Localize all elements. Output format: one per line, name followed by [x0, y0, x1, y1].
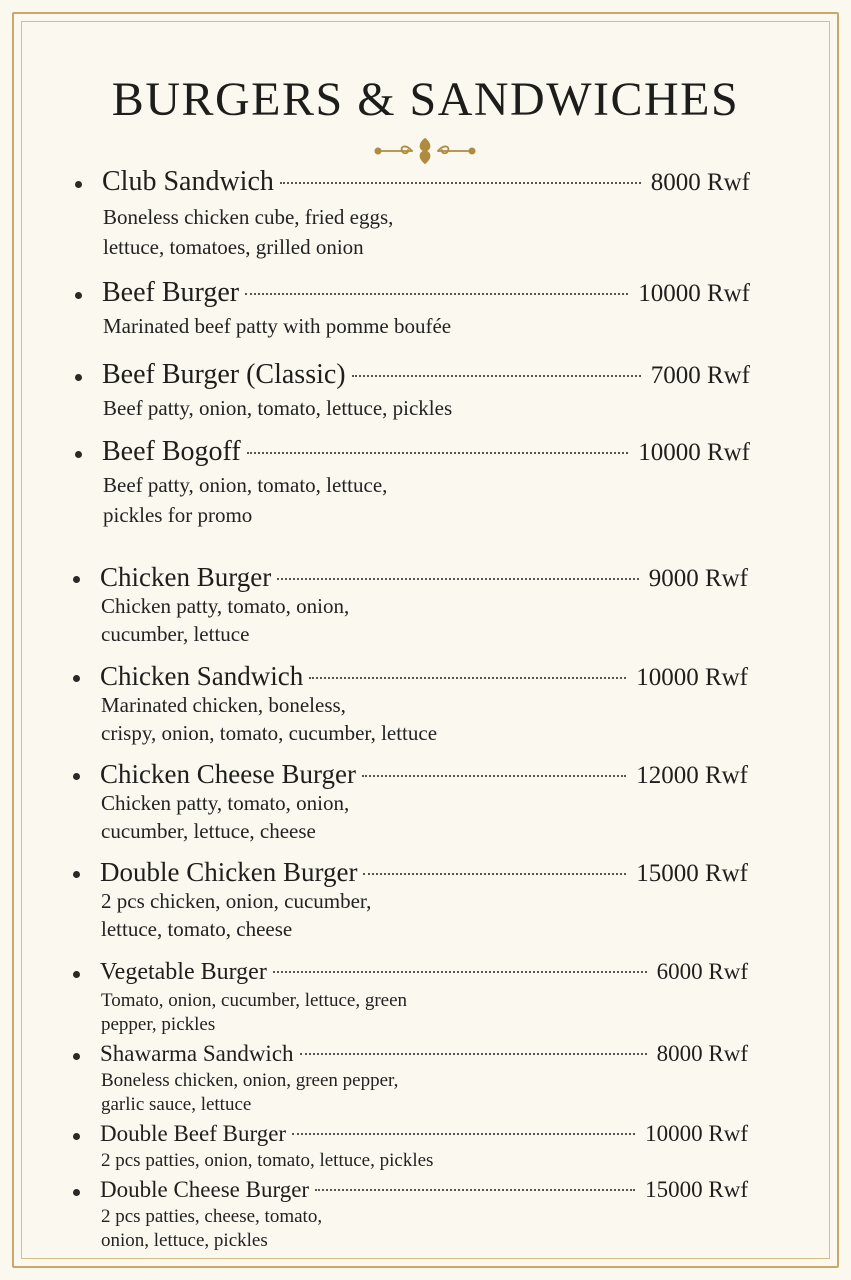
- item-header: [102, 359, 750, 391]
- bullet-dot-icon: [73, 1133, 80, 1140]
- item-header: [100, 759, 748, 790]
- item-header: [100, 562, 748, 593]
- dot-leader: [352, 375, 641, 377]
- item-price: 9000 Rwf: [648, 565, 748, 592]
- item-price: 7000 Rwf: [650, 362, 750, 389]
- menu-title: BURGERS & SANDWICHES: [111, 73, 740, 126]
- item-name: Double Beef Burger: [100, 1121, 287, 1146]
- item-description: Beef patty, onion, tomato, lettuce, pickles for promo: [103, 473, 388, 527]
- item-description: Marinated chicken, boneless, crispy, onion, tomato, cucumber, lettuce: [101, 693, 438, 745]
- bullet-dot-icon: [73, 1053, 80, 1060]
- item-description: Boneless chicken cube, fried eggs, lettuce, tomatoes, grilled onion: [103, 205, 394, 259]
- item-price: 15000 Rwf: [636, 860, 748, 887]
- item-description: Tomato, onion, cucumber, lettuce, green pepper, pickles: [101, 990, 408, 1035]
- item-description: 2 pcs patties, onion, tomato, lettuce, pickles: [101, 1150, 434, 1171]
- bullet-dot-icon: [75, 451, 82, 458]
- item-header: [100, 661, 748, 692]
- dot-leader: [362, 775, 626, 777]
- item-name: Chicken Burger: [100, 562, 272, 592]
- item-header: [100, 1121, 748, 1147]
- item-header: [100, 1041, 748, 1067]
- dot-leader: [292, 1133, 635, 1135]
- dot-leader: [273, 971, 647, 973]
- item-header: [100, 857, 748, 888]
- dot-leader: [247, 452, 629, 454]
- item-name: Double Cheese Burger: [100, 1177, 310, 1202]
- bullet-dot-icon: [75, 374, 82, 381]
- item-description: 2 pcs chicken, onion, cucumber, lettuce, tomato, cheese: [101, 889, 372, 941]
- item-name: Double Chicken Burger: [100, 857, 358, 887]
- dot-leader: [363, 873, 626, 875]
- item-name: Club Sandwich: [102, 166, 274, 197]
- item-price: 12000 Rwf: [636, 762, 748, 789]
- item-description: Boneless chicken, onion, green pepper, garlic sauce, lettuce: [101, 1070, 399, 1115]
- item-header: [102, 277, 750, 309]
- item-name: Chicken Cheese Burger: [100, 759, 356, 789]
- item-description: Beef patty, onion, tomato, lettuce, pickles: [103, 396, 453, 420]
- bullet-dot-icon: [75, 292, 82, 299]
- item-header: [102, 166, 750, 198]
- item-name: Vegetable Burger: [100, 959, 267, 985]
- bullet-dot-icon: [73, 773, 80, 780]
- dot-leader: [300, 1053, 647, 1055]
- item-price: 10000 Rwf: [645, 1121, 748, 1146]
- bullet-dot-icon: [73, 871, 80, 878]
- dot-leader: [280, 182, 641, 184]
- item-price: 10000 Rwf: [638, 280, 750, 307]
- item-description: Chicken patty, tomato, onion, cucumber, lettuce: [101, 594, 350, 646]
- item-name: Beef Bogoff: [102, 436, 241, 467]
- bullet-dot-icon: [75, 181, 82, 188]
- item-description: Marinated beef patty with pomme boufée: [103, 314, 452, 338]
- bullet-dot-icon: [73, 675, 80, 682]
- bullet-dot-icon: [73, 1189, 80, 1196]
- item-price: 10000 Rwf: [636, 664, 748, 691]
- item-name: Beef Burger: [102, 277, 240, 308]
- bullet-dot-icon: [73, 971, 80, 978]
- item-description: Chicken patty, tomato, onion, cucumber, lettuce, cheese: [101, 791, 350, 843]
- item-price: 8000 Rwf: [650, 169, 750, 196]
- item-header: [100, 959, 748, 986]
- item-description: 2 pcs patties, cheese, tomato, onion, lettuce, pickles: [101, 1206, 323, 1251]
- item-price: 8000 Rwf: [656, 1041, 748, 1066]
- dot-leader: [245, 293, 628, 295]
- scroll-flourish-icon: [372, 134, 478, 168]
- item-name: Chicken Sandwich: [100, 661, 304, 691]
- item-price: 15000 Rwf: [645, 1177, 748, 1202]
- item-name: Shawarma Sandwich: [100, 1041, 294, 1066]
- bullet-dot-icon: [73, 576, 80, 583]
- dot-leader: [309, 677, 626, 679]
- item-header: [100, 1177, 748, 1203]
- item-name: Beef Burger (Classic): [102, 359, 346, 390]
- dot-leader: [277, 578, 638, 580]
- item-header: [102, 436, 750, 468]
- dot-leader: [315, 1189, 635, 1191]
- item-price: 10000 Rwf: [638, 439, 750, 466]
- item-price: 6000 Rwf: [656, 959, 748, 984]
